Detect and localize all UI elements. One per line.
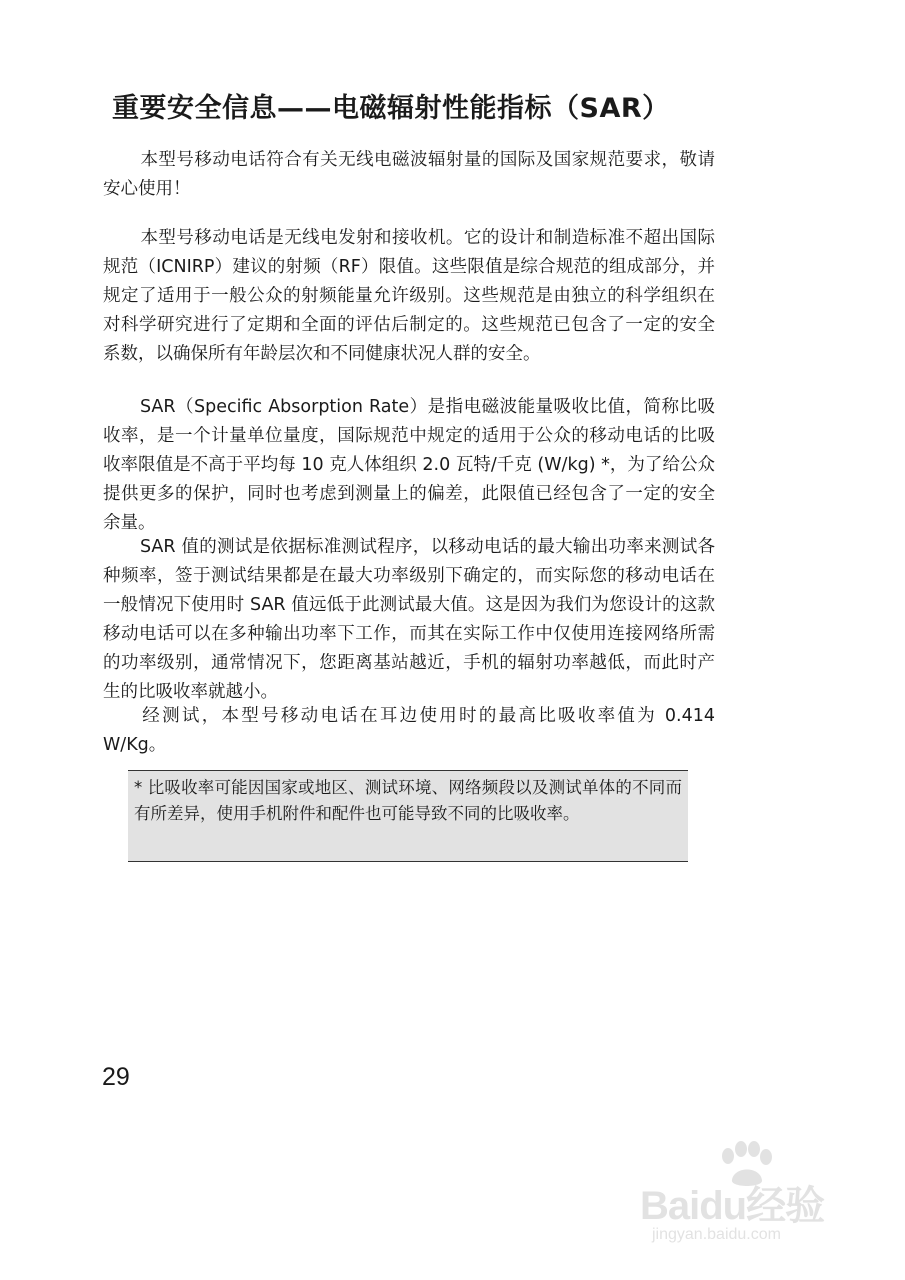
paragraph-sar-definition — [103, 393, 715, 538]
paragraph-sar-testing — [103, 533, 715, 707]
page-number: 29 — [102, 1063, 130, 1091]
paragraph-intro-text: 本型号移动电话符合有关无线电磁波辐射量的国际及国家规范要求，敬请安心使用！ — [103, 150, 715, 199]
paragraph-sar-testing-text: SAR 值的测试是依据标准测试程序，以移动电话的最大输出功率来测试各种频率，签于测试结果都是在最大功率级别下确定的，而实际您的移动电话在一般情况下使用时 SAR 值远低于此测试最大值。这是因为我们为您设计的这款移动电话可以在多种输出功率下工作，而其在实际工作中仅使用连接网络所需的功率级别，通常情况下，您距离基站越近，手机的辐射功率越低，而此时产生的比吸收率就越小。 — [103, 537, 715, 702]
footnote-text: * 比吸收率可能因国家或地区、测试环境、网络频段以及测试单体的不同而有所差异，使用手机附件和配件也可能导致不同的比吸收率。 — [134, 778, 682, 823]
paragraph-standards-text: 本型号移动电话是无线电发射和接收机。它的设计和制造标准不超出国际规范（ICNIRP）建议的射频（RF）限值。这些限值是综合规范的组成部分，并规定了适用于一般公众的射频能量允许级别。这些规范是由独立的科学组织在对科学研究进行了定期和全面的评估后制定的。这些规范已包含了一定的安全系数，以确保所有年龄层次和不同健康状况人群的安全。 — [103, 228, 715, 364]
paragraph-test-result — [103, 702, 715, 760]
watermark-url: jingyan.baidu.com — [652, 1226, 781, 1243]
footnote-box — [128, 770, 688, 862]
paragraph-standards — [103, 224, 715, 369]
paragraph-intro — [103, 146, 715, 204]
watermark-logo-text: Baidu经验 — [640, 1184, 825, 1228]
baidu-watermark — [640, 1140, 880, 1250]
paragraph-test-result-text: 经测试，本型号移动电话在耳边使用时的最高比吸收率值为 0.414 W/Kg。 — [103, 706, 715, 755]
page-title: 重要安全信息——电磁辐射性能指标（SAR） — [112, 93, 670, 124]
paragraph-sar-definition-text: SAR（Specific Absorption Rate）是指电磁波能量吸收比值，简称比吸收率，是一个计量单位量度，国际规范中规定的适用于公众的移动电话的比吸收率限值是不高于平均每 10 克人体组织 2.0 瓦特/千克 (W/kg) *，为了给公众提供更多的保护，同时也考虑到测量上的偏差，此限值已经包含了一定的安全余量。 — [103, 397, 715, 533]
